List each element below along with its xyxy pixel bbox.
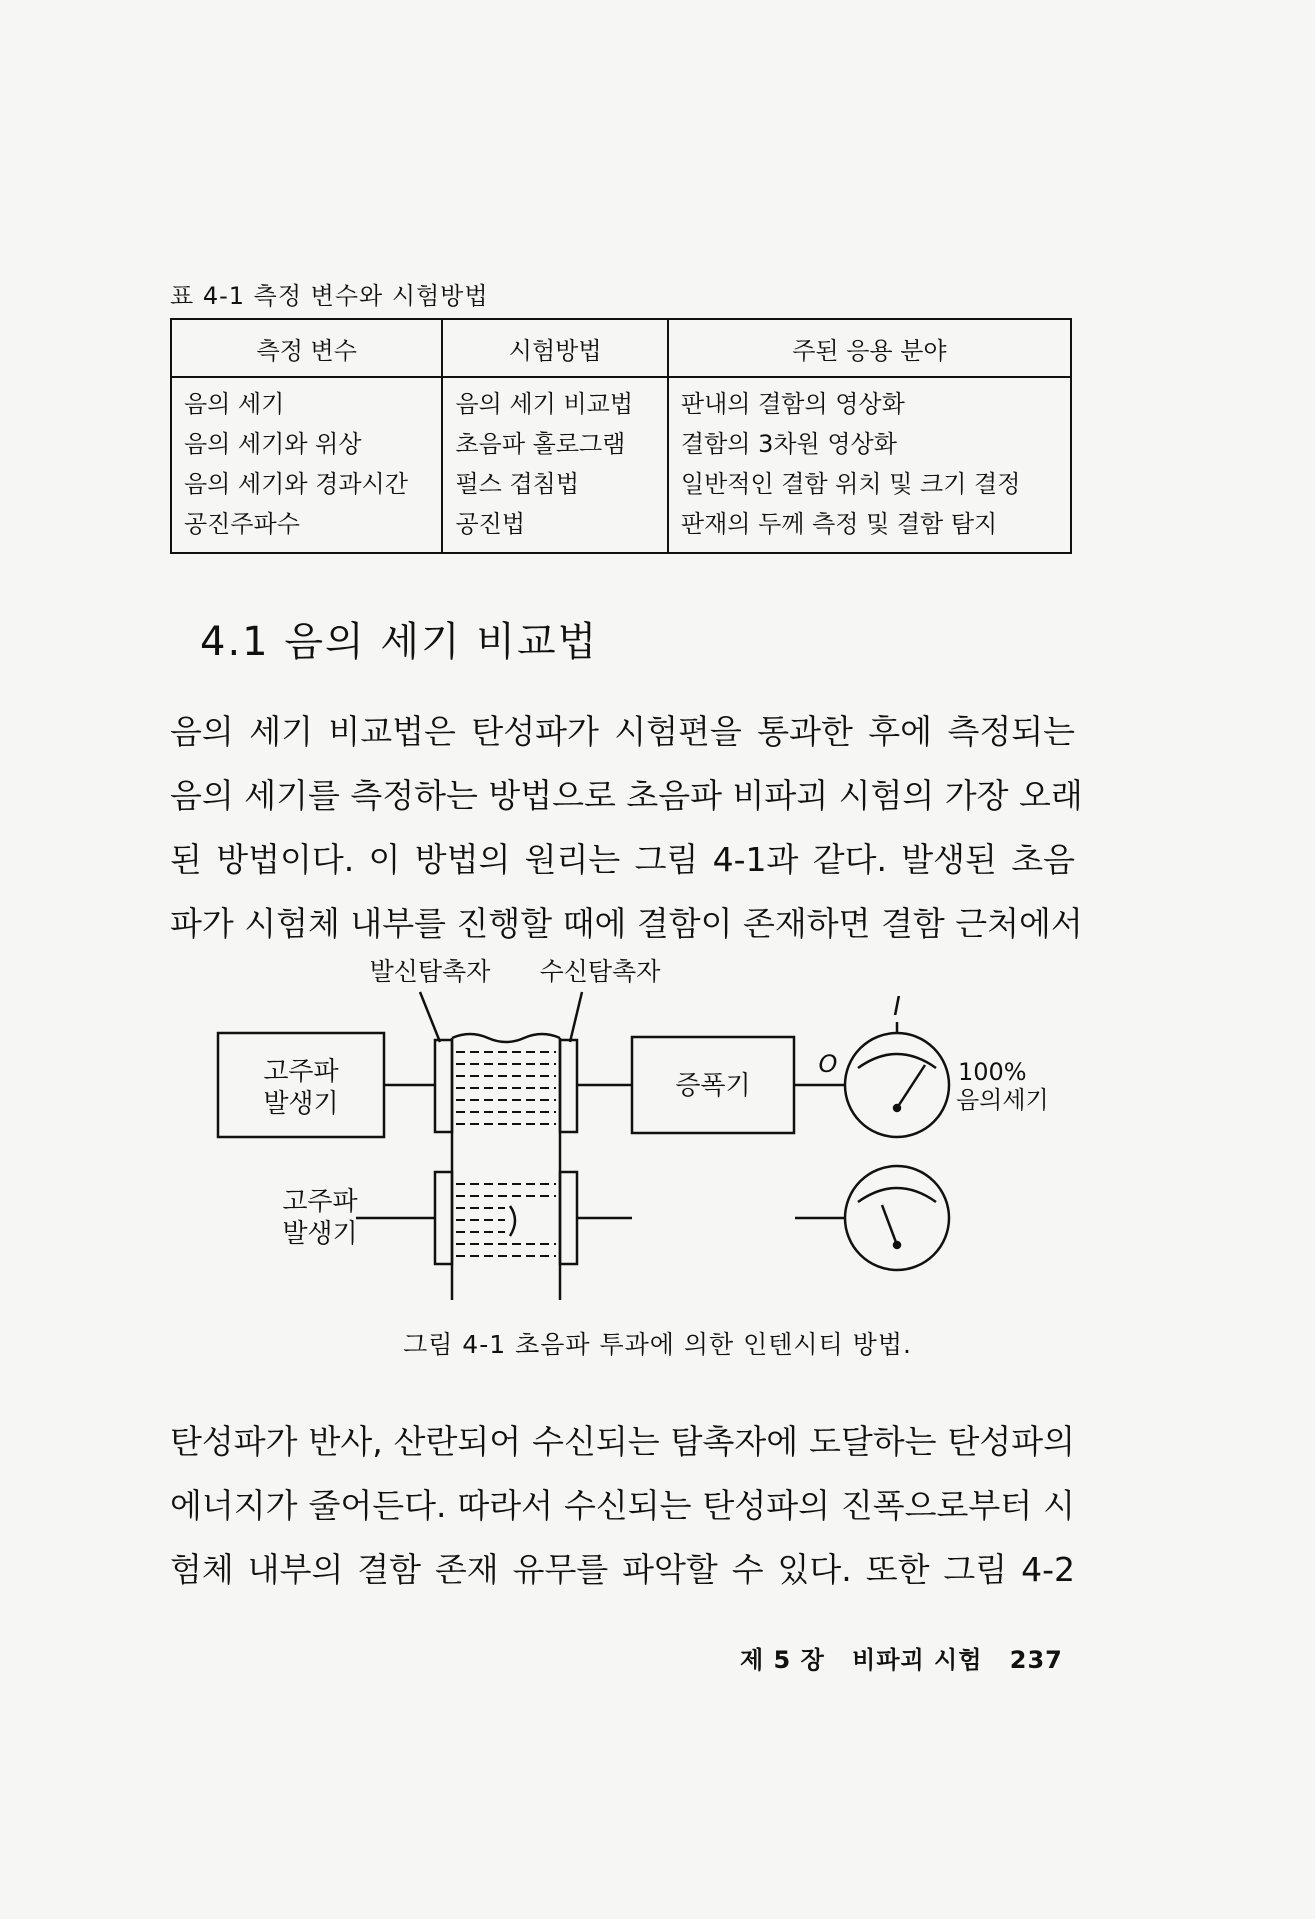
- page-number: 237: [1009, 1646, 1063, 1674]
- intensity-symbol-label: I: [893, 992, 901, 1022]
- transmitter-probe-top: [435, 1040, 452, 1132]
- application-item: 결함의 3차원 영상화: [680, 430, 897, 458]
- paragraph-line: 에너지가 줄어든다. 따라서 수신되는 탄성파의 진폭으로부터 시: [170, 1486, 1075, 1525]
- transmitter-probe-bottom: [435, 1172, 452, 1264]
- receiver-leader-line: [570, 992, 582, 1042]
- origin-label: O: [818, 1050, 838, 1078]
- figure-4-1-diagram: [0, 940, 1315, 1360]
- generator-top-label-2: 발생기: [263, 1089, 339, 1119]
- paragraph-line: 음의 세기 비교법은 탄성파가 시험편을 통과한 후에 측정되는: [170, 712, 1075, 751]
- generator-bottom-label-1: 고주파: [282, 1187, 358, 1217]
- paragraph-line: 험체 내부의 결함 존재 유무를 파악할 수 있다. 또한 그림 4-2: [170, 1550, 1075, 1589]
- method-item: 펄스 겹침법: [455, 470, 580, 498]
- footer-title: 비파괴 시험: [852, 1646, 983, 1674]
- method-item: 초음파 홀로그램: [455, 430, 626, 458]
- applications-cell: [668, 377, 1071, 553]
- paragraph-1: [170, 700, 1083, 956]
- paragraph-line: 탄성파가 반사, 산란되어 수신되는 탐촉자에 도달하는 탄성파의: [170, 1422, 1075, 1461]
- variable-item: 공진주파수: [184, 510, 300, 538]
- measurement-table: [170, 318, 1072, 554]
- meter-bottom: [845, 1166, 949, 1270]
- transmitter-leader-line: [420, 992, 440, 1042]
- transmitter-probe-label: 발신탐촉자: [369, 957, 491, 986]
- method-item: 공진법: [455, 510, 526, 538]
- table-body-row: [171, 377, 1071, 553]
- table-caption: 표 4-1 측정 변수와 시험방법: [170, 282, 489, 310]
- meter-top: [845, 1033, 949, 1137]
- generator-bottom-label-2: 발생기: [282, 1219, 358, 1249]
- header-variable: 측정 변수: [171, 319, 442, 377]
- application-item: 판재의 두께 측정 및 결함 탐지: [680, 510, 998, 538]
- amplifier-label: 증폭기: [675, 1071, 751, 1101]
- paragraph-line: 음의 세기를 측정하는 방법으로 초음파 비파괴 시험의 가장 오래: [170, 776, 1083, 815]
- meter-bottom-pivot: [894, 1242, 900, 1248]
- generator-top-label-1: 고주파: [263, 1057, 339, 1087]
- meter-top-pivot: [894, 1105, 900, 1111]
- methods-cell: [442, 377, 667, 553]
- application-item: 판내의 결함의 영상화: [680, 390, 905, 418]
- variables-cell: [171, 377, 442, 553]
- meter-bottom-scale: [858, 1188, 936, 1202]
- receiver-probe-label: 수신탐촉자: [539, 957, 661, 986]
- wave-lines-top: [456, 1052, 556, 1124]
- specimen-break-line: [452, 1034, 560, 1042]
- meter-bottom-needle: [882, 1205, 897, 1245]
- defect-mark: [510, 1206, 515, 1236]
- section-title: 4.1 음의 세기 비교법: [200, 619, 599, 665]
- paragraph-2: [170, 1410, 1075, 1602]
- page-footer: [740, 1640, 1081, 1675]
- variable-item: 음의 세기와 위상: [184, 430, 362, 458]
- application-item: 일반적인 결함 위치 및 크기 결정: [680, 470, 1021, 498]
- wave-lines-bottom: [456, 1184, 556, 1256]
- table-header-row: [171, 319, 1071, 377]
- figure-caption: 그림 4-1 초음파 투과에 의한 인텐시티 방법.: [403, 1330, 912, 1359]
- method-item: 음의 세기 비교법: [455, 390, 633, 418]
- variable-item: 음의 세기와 경과시간: [184, 470, 408, 498]
- footer-chapter: 제 5 장: [740, 1646, 825, 1674]
- meter-top-needle: [897, 1065, 925, 1108]
- header-application: 주된 응용 분야: [668, 319, 1071, 377]
- receiver-probe-top: [560, 1040, 577, 1132]
- paragraph-line: 파가 시험체 내부를 진행할 때에 결함이 존재하면 결함 근처에서: [170, 904, 1083, 943]
- percent-label: 100%: [958, 1058, 1027, 1086]
- paragraph-line: 된 방법이다. 이 방법의 원리는 그림 4-1과 같다. 발생된 초음: [170, 840, 1075, 879]
- intensity-label: 음의세기: [956, 1086, 1049, 1114]
- variable-item: 음의 세기: [184, 390, 285, 418]
- header-method: 시험방법: [442, 319, 667, 377]
- receiver-probe-bottom: [560, 1172, 577, 1264]
